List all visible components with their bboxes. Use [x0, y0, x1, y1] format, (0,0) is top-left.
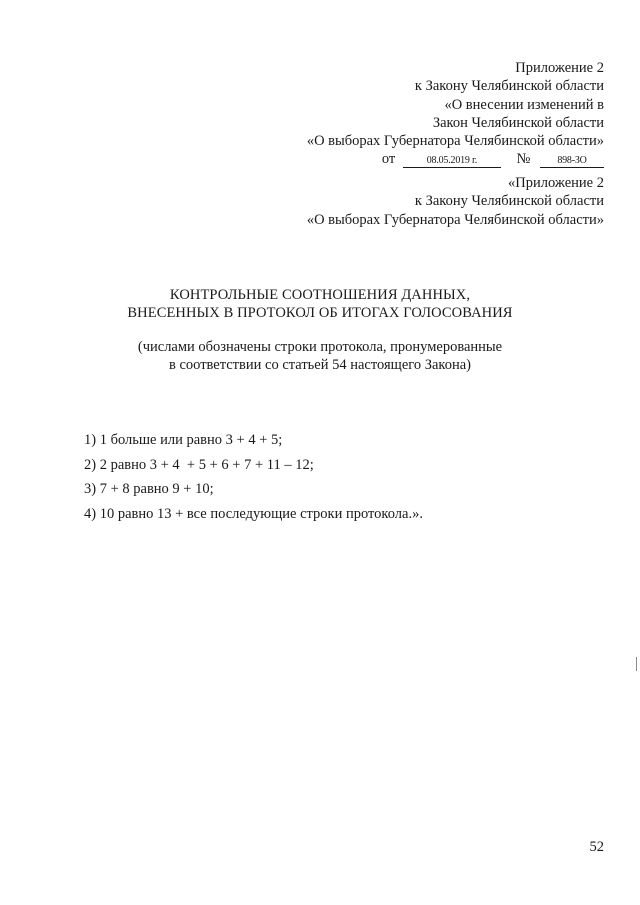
from-label: от	[381, 151, 396, 168]
law-number-field: 898-ЗО	[540, 154, 604, 168]
title-line-2: ВНЕСЕННЫХ В ПРОТОКОЛ ОБ ИТОГАХ ГОЛОСОВАНИЯ	[127, 305, 513, 321]
note-line-2: в соответствии со статьей 54 настоящего Закона)	[168, 357, 471, 373]
relation-item: 2) 2 равно 3 + 4 + 5 + 6 + 7 + 11 – 12;	[84, 456, 314, 473]
appendix-law-title-line3: «О выборах Губернатора Челябинской области»	[306, 133, 604, 150]
appendix-date-number-line	[307, 150, 604, 168]
page-number: 52	[589, 839, 604, 855]
inner-appendix-label: «Приложение 2	[508, 175, 604, 191]
appendix-law-reference: к Закону Челябинской области	[414, 78, 604, 95]
title-line-1: КОНТРОЛЬНЫЕ СООТНОШЕНИЯ ДАННЫХ,	[169, 287, 471, 303]
inner-appendix-header	[307, 174, 604, 229]
scan-edge-mark	[636, 657, 637, 671]
relation-item: 3) 7 + 8 равно 9 + 10;	[84, 481, 214, 497]
appendix-header	[307, 59, 604, 169]
relation-item: 4) 10 равно 13 + все последующие строки протокола.».	[84, 505, 423, 522]
document-note	[0, 338, 640, 374]
note-line-1: (числами обозначены строки протокола, пронумерованные	[137, 339, 503, 355]
appendix-law-title-line1: «О внесении изменений в	[444, 96, 604, 113]
document-title	[0, 286, 640, 322]
relation-item: 1) 1 больше или равно 3 + 4 + 5;	[84, 432, 283, 448]
appendix-label: Приложение 2	[515, 60, 604, 76]
number-sign-label: №	[516, 151, 531, 168]
law-date-field: 08.05.2019 г.	[403, 154, 501, 168]
relations-list	[84, 431, 423, 529]
inner-appendix-law-reference: к Закону Челябинской области	[414, 193, 604, 210]
inner-appendix-law-title: «О выборах Губернатора Челябинской области»	[306, 211, 604, 228]
appendix-law-title-line2: Закон Челябинской области	[432, 114, 604, 131]
